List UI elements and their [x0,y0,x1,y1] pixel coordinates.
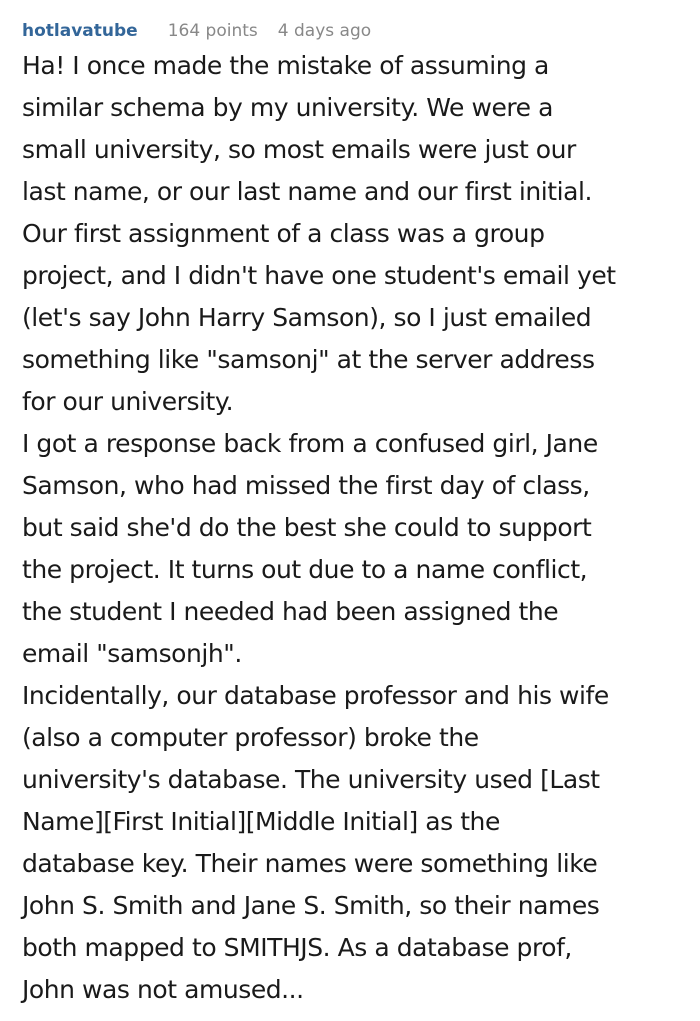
comment-line: small university, so most emails were just our [22,135,576,164]
comment-line: I got a response back from a confused girl, Jane [22,429,598,458]
comment-line: but said she'd do the best she could to support [22,513,592,542]
timestamp: 4 days ago [277,21,372,41]
comment-line: (let's say John Harry Samson), so I just emailed [22,303,592,332]
comment-line: Incidentally, our database professor and his wife [22,681,609,710]
comment-line: the student I needed had been assigned the [22,597,559,626]
comment-line: university's database. The university used [Last [22,765,600,794]
comment-line: similar schema by my university. We were a [22,93,553,122]
comment [22,18,682,1011]
points-count: 164 points [167,21,258,41]
comment-line: Samson, who had missed the first day of class, [22,471,590,500]
comment-body [22,45,682,1011]
comment-line: (also a computer professor) broke the [22,723,479,752]
author-link[interactable]: hotlavatube [22,21,138,41]
comment-line: email "samsonjh". [22,639,242,668]
comment-line: the project. It turns out due to a name conflict, [22,555,588,584]
comment-line: last name, or our last name and our first initial. [22,177,592,206]
comment-line: John was not amused... [22,975,304,1004]
comment-line: both mapped to SMITHJS. As a database prof, [22,933,572,962]
comment-line: John S. Smith and Jane S. Smith, so their names [22,891,600,920]
comment-line: project, and I didn't have one student's email yet [22,261,616,290]
comment-line: Name][First Initial][Middle Initial] as the [22,807,500,836]
comment-line: Our first assignment of a class was a group [22,219,545,248]
comment-line: Ha! I once made the mistake of assuming a [22,51,549,80]
comment-line: for our university. [22,387,234,416]
comment-line: something like "samsonj" at the server address [22,345,595,374]
comment-meta [22,18,682,44]
comment-line: database key. Their names were something like [22,849,598,878]
